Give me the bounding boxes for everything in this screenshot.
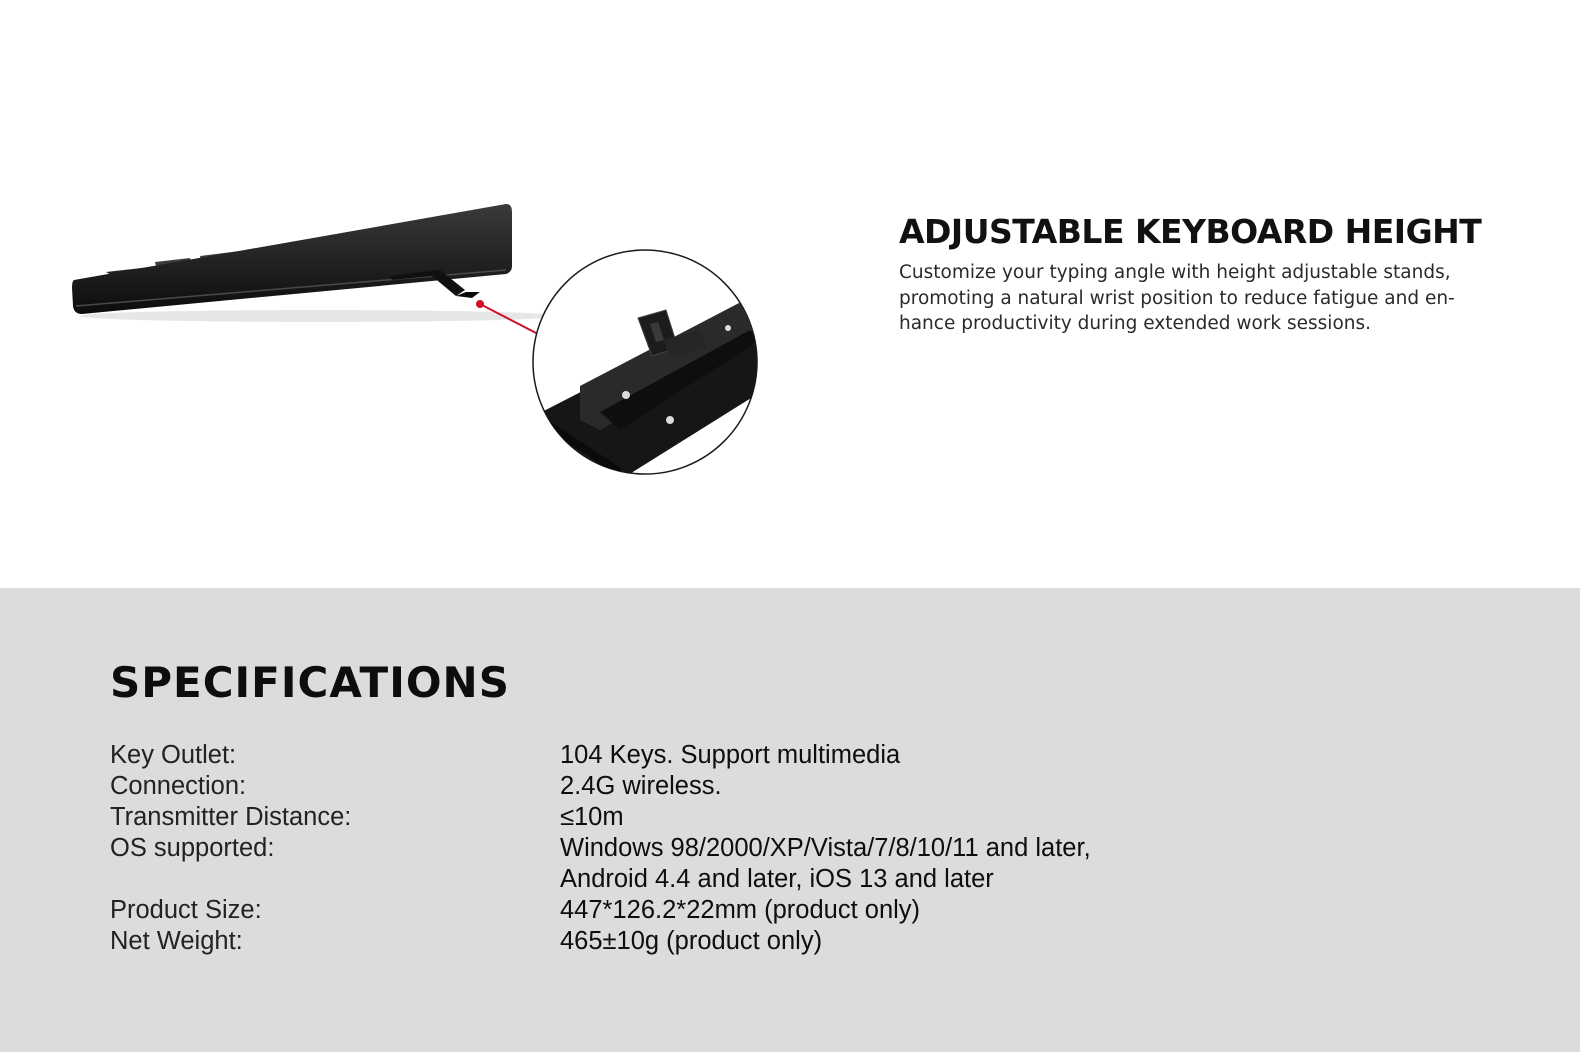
spec-value-line: 2.4G wireless. bbox=[560, 772, 722, 800]
spec-value bbox=[560, 833, 1091, 895]
spec-value-line: Windows 98/2000/XP/Vista/7/8/10/11 and later, bbox=[560, 834, 1091, 862]
keyboard-profile bbox=[72, 204, 560, 334]
spec-label: Product Size: bbox=[110, 896, 262, 924]
spec-row-product-size bbox=[110, 895, 1310, 926]
spec-label: Transmitter Distance: bbox=[110, 803, 352, 831]
feature-text-block bbox=[899, 214, 1499, 337]
spec-label: Key Outlet: bbox=[110, 741, 237, 769]
spec-row-net-weight bbox=[110, 926, 1310, 957]
specifications-section bbox=[0, 588, 1580, 1052]
spec-row-connection bbox=[110, 771, 1310, 802]
spec-row-os-supported bbox=[110, 833, 1310, 895]
spec-value-line: Android 4.4 and later, iOS 13 and later bbox=[560, 865, 994, 893]
spec-value bbox=[560, 740, 900, 771]
feature-description bbox=[899, 260, 1474, 337]
specifications-table bbox=[110, 740, 1310, 957]
spec-row-key-outlet bbox=[110, 740, 1310, 771]
spec-value bbox=[560, 926, 822, 957]
spec-value-line: 465±10g (product only) bbox=[560, 927, 823, 955]
spec-value-line: 104 Keys. Support multimedia bbox=[560, 741, 901, 769]
specifications-title: SPECIFICATIONS bbox=[110, 658, 510, 707]
spec-value bbox=[560, 895, 920, 926]
spec-label: OS supported: bbox=[110, 834, 275, 862]
spec-value bbox=[560, 771, 722, 802]
spec-row-transmitter-distance bbox=[110, 802, 1310, 833]
feature-description-line: Customize your typing angle with height adjustable stands, bbox=[899, 262, 1451, 284]
spec-label: Connection: bbox=[110, 772, 247, 800]
spec-label: Net Weight: bbox=[110, 927, 243, 955]
keyboard-side-view-illustration bbox=[60, 180, 780, 500]
feature-title: ADJUSTABLE KEYBOARD HEIGHT bbox=[899, 212, 1482, 251]
feature-description-line: hance productivity during extended work sessions. bbox=[899, 313, 1372, 335]
spec-value bbox=[560, 802, 624, 833]
spec-value-line: ≤10m bbox=[560, 803, 624, 831]
spec-value-line: 447*126.2*22mm (product only) bbox=[560, 896, 921, 924]
stand-closeup-circle bbox=[530, 250, 780, 480]
feature-description-line: promoting a natural wrist position to reduce fatigue and en- bbox=[899, 287, 1455, 309]
